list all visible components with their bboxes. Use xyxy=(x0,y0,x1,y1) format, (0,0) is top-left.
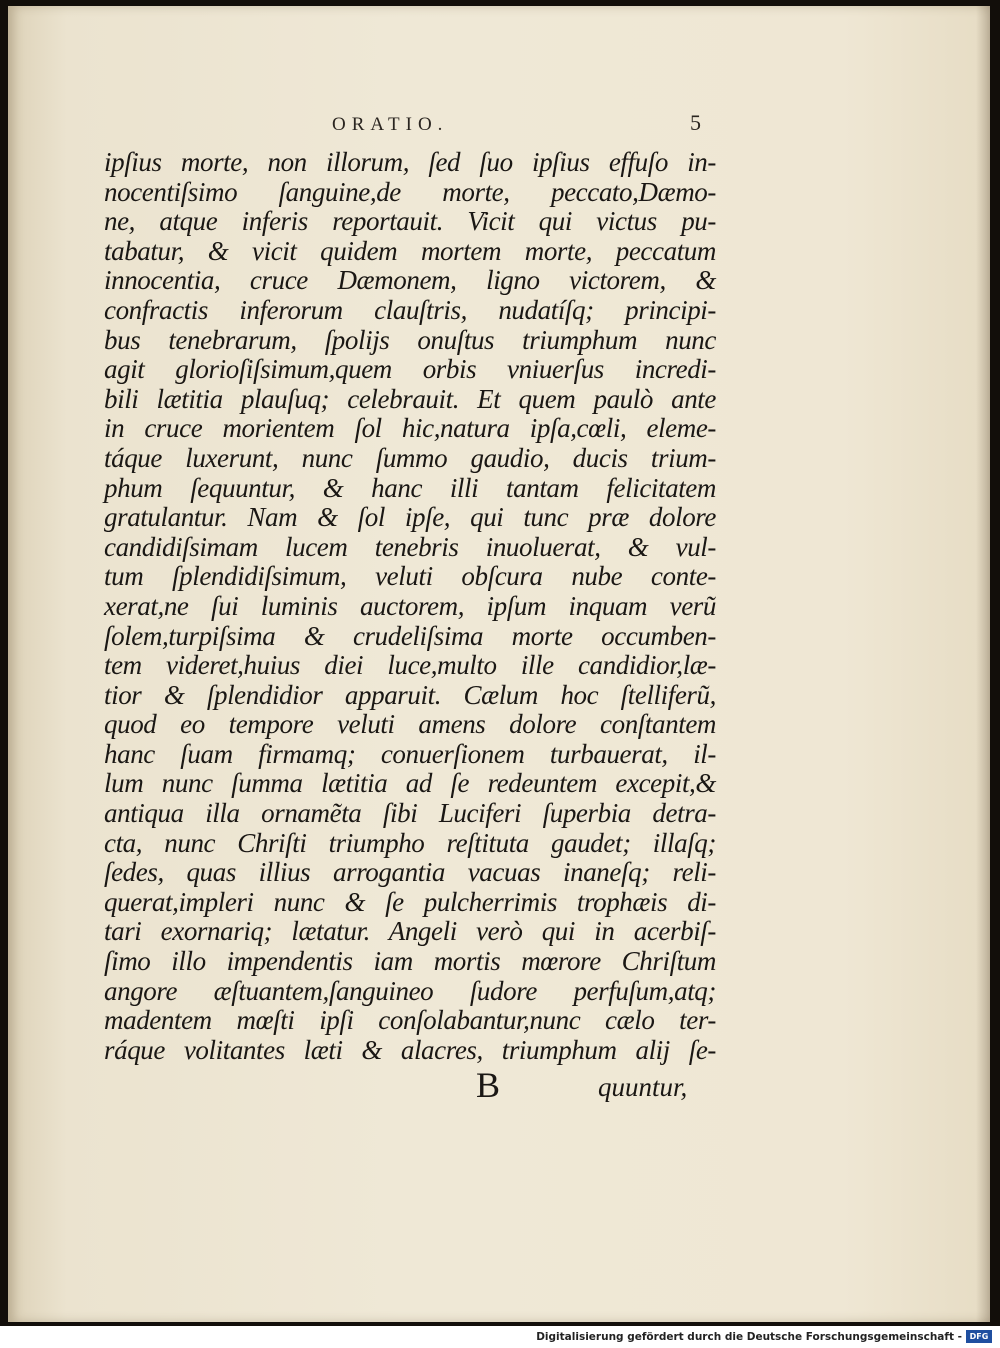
text-line: ráque volitantes læti & alacres, triumphum alij ſe- xyxy=(104,1034,716,1065)
text-line: tum ſplendidiſsimum, veluti obſcura nube conte- xyxy=(104,561,716,592)
dfg-logo-icon: DFG xyxy=(966,1330,992,1343)
text-line: querat,impleri nunc & ſe pulcherrimis trophæis di- xyxy=(104,886,716,917)
text-line: lum nunc ſumma lætitia ad ſe redeuntem excepit,& xyxy=(104,768,716,799)
text-line: tem videret,huius diei luce,multo ille candidior,læ- xyxy=(104,650,716,681)
text-line: gratulantur. Nam & ſol ipſe, qui tunc præ dolore xyxy=(104,502,716,533)
text-line: madentem mœſti ipſi conſolabantur,nunc cælo ter- xyxy=(104,1005,716,1036)
text-line: quod eo tempore veluti amens dolore conſtantem xyxy=(104,709,716,740)
text-line: in cruce morientem ſol hic,natura ipſa,cœli, eleme- xyxy=(104,413,716,444)
text-line: ipſius morte, non illorum, ſed ſuo ipſius effuſo in- xyxy=(104,147,716,177)
text-line: angore æſtuantem,ſanguineo ſudore perfuſum,atq; xyxy=(104,975,716,1006)
text-line: ſolem,turpiſsima & crudeliſsima morte occumben- xyxy=(104,620,716,651)
text-line: ſedes, quas illius arrogantia vacuas inaneſq; reli- xyxy=(104,857,716,888)
text-line: hanc ſuam firmamq; conuerſionem turbauerat, il- xyxy=(104,738,716,769)
text-line: nocentiſsimo ſanguine,de morte, peccato,Dæmo- xyxy=(104,176,716,207)
text-line: bus tenebrarum, ſpolijs onuſtus triumphum nunc xyxy=(104,324,716,355)
text-line: agit glorioſiſsimum,quem orbis vniuerſus incredi- xyxy=(104,354,716,385)
catchword: quuntur, xyxy=(598,1072,688,1102)
text-line: táque luxerunt, nunc ſummo gaudio, ducis trium- xyxy=(104,442,716,473)
page-number: 5 xyxy=(690,110,701,135)
text-line: tari exornariq; lætatur. Angeli verò qui in acerbiſ- xyxy=(104,916,716,947)
text-line: antiqua illa ornamẽta ſibi Luciferi ſuperbia detra- xyxy=(104,798,716,829)
signature-mark: B xyxy=(476,1065,501,1105)
text-line: ne, atque inferis reportauit. Vicit qui victus pu- xyxy=(104,206,716,237)
text-line: innocentia, cruce Dæmonem, ligno victorem, & xyxy=(104,265,716,296)
text-line: phum ſequuntur, & hanc illi tantam felicitatem xyxy=(104,472,716,503)
text-line: bili lætitia plauſuq; celebrauit. Et quem paulò ante xyxy=(104,383,716,414)
running-head: ORATIO. xyxy=(332,114,449,135)
digitization-credit: Digitalisierung gefördert durch die Deutsche Forschungsgemeinschaft - xyxy=(536,1331,962,1343)
text-line: confractis inferorum clauſtris, nudatíſq; principi- xyxy=(104,294,716,325)
text-line: tior & ſplendidior apparuit. Cælum hoc ſtelliferũ, xyxy=(104,679,716,710)
page-edge-shadow xyxy=(976,6,990,1322)
text-line: ſimo illo impendentis iam mortis mœrore Chriſtum xyxy=(104,946,716,977)
text-line: tabatur, & vicit quidem mortem morte, peccatum xyxy=(104,235,716,266)
text-line: candidiſsimam lucem tenebris inuoluerat, & vul- xyxy=(104,531,716,562)
text-line: xerat,ne ſui luminis auctorem, ipſum inquam verũ xyxy=(104,590,716,621)
text-line: cta, nunc Chriſti triumpho reſtituta gaudet; illaſq; xyxy=(104,827,716,858)
body-text xyxy=(104,148,716,1065)
